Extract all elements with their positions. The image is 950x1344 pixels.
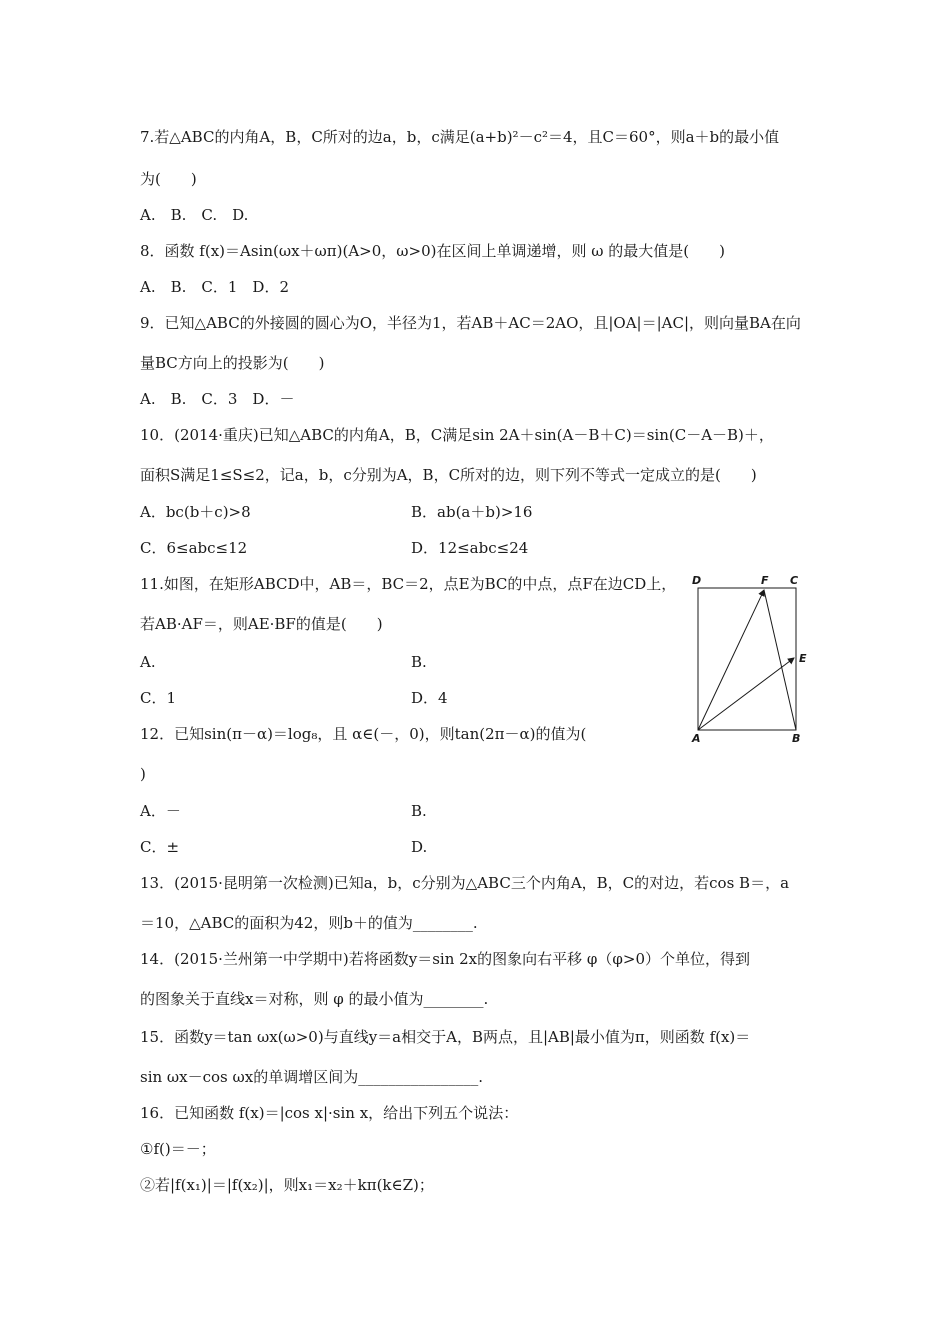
q8-options: A. B. C．1 D．2 (140, 278, 289, 296)
q9-options: A. B. C．3 D．－ (140, 390, 295, 408)
q7-stem-line1: 7.若△ABC的内角A，B，C所对的边a，b，c满足(a+b)²－c²＝4，且C＝60°，则a＋b的最小值 (140, 128, 780, 146)
q12-option-d: D. (411, 838, 428, 856)
q10-option-d: D．12≤abc≤24 (411, 539, 529, 557)
rectangle-abcd (698, 588, 796, 730)
q16-stem: 16．已知函数 f(x)＝|cos x|·sin x，给出下列五个说法： (140, 1104, 519, 1122)
label-a: A (692, 732, 701, 744)
q14-stem-line1: 14．(2015·兰州第一中学期中)若将函数y＝sin 2x的图象向右平移 φ（φ>0）个单位，得到 (140, 950, 751, 968)
q10-option-c: C．6≤abc≤12 (140, 539, 248, 557)
q10-stem-line1: 10．(2014·重庆)已知△ABC的内角A，B，C满足sin 2A＋sin(A－B＋C)＝sin(C－A－B)＋， (140, 426, 774, 444)
q10-option-b: B．ab(a＋b)>16 (411, 503, 533, 521)
q11-stem-line2: 若AB·AF＝，则AE·BF的值是( ) (140, 615, 383, 633)
q12-option-b: B. (411, 802, 427, 820)
q11-option-c: C．1 (140, 689, 177, 707)
q13-stem-line2: ＝10，△ABC的面积为42，则b＋的值为________. (140, 914, 478, 932)
label-f: F (761, 574, 769, 587)
label-b: B (792, 732, 801, 744)
q7-stem-line2: 为( ) (140, 170, 197, 188)
q11-option-a: A. (140, 653, 156, 671)
q11-stem-line1: 11.如图，在矩形ABCD中，AB＝，BC＝2，点E为BC的中点，点F在边CD上， (140, 575, 677, 593)
q11-option-b: B. (411, 653, 427, 671)
q9-stem-line1: 9．已知△ABC的外接圆的圆心为O，半径为1，若AB＋AC＝2AO，且|OA|＝|AC|，则向量BA在向 (140, 314, 801, 332)
q15-stem-line2: sin ωx－cos ωx的单调增区间为________________. (140, 1068, 483, 1086)
label-e: E (799, 652, 807, 665)
q8-stem: 8．函数 f(x)＝Asin(ωx＋ωπ)(A>0，ω>0)在区间上单调递增，则 ω 的最大值是( ) (140, 242, 725, 260)
label-d: D (692, 574, 702, 587)
q12-stem-line1: 12．已知sin(π－α)＝log₈，且 α∈(－，0)，则tan(2π－α)的值为( (140, 725, 587, 743)
q12-option-a: A．－ (140, 802, 181, 820)
q14-stem-line2: 的图象关于直线x＝对称，则 φ 的最小值为________. (140, 990, 489, 1008)
rectangle-diagram (688, 572, 810, 744)
q16-item-2: ②若|f(x₁)|＝|f(x₂)|，则x₁＝x₂＋kπ(k∈Z)； (140, 1176, 434, 1194)
q9-stem-line2: 量BC方向上的投影为( ) (140, 354, 325, 372)
q12-option-c: C．± (140, 838, 180, 856)
q10-stem-line2: 面积S满足1≤S≤2，记a，b，c分别为A，B，C所对的边，则下列不等式一定成立的是( ) (140, 466, 757, 484)
vector-ae (698, 658, 794, 730)
q7-options: A. B. C. D. (140, 206, 249, 224)
q12-stem-line2: ) (140, 765, 146, 783)
q15-stem-line1: 15．函数y＝tan ωx(ω>0)与直线y＝a相交于A，B两点，且|AB|最小值为π，则函数 f(x)＝ (140, 1028, 751, 1046)
rectangle-figure (688, 572, 810, 744)
q10-option-a: A．bc(b＋c)>8 (140, 503, 251, 521)
vector-af (698, 590, 764, 730)
q16-item-1: ①f()＝－； (140, 1140, 216, 1158)
q11-option-d: D．4 (411, 689, 448, 707)
q13-stem-line1: 13．(2015·昆明第一次检测)已知a，b，c分别为△ABC三个内角A，B，C的对边，若cos B＝，a (140, 874, 790, 892)
label-c: C (790, 574, 799, 587)
